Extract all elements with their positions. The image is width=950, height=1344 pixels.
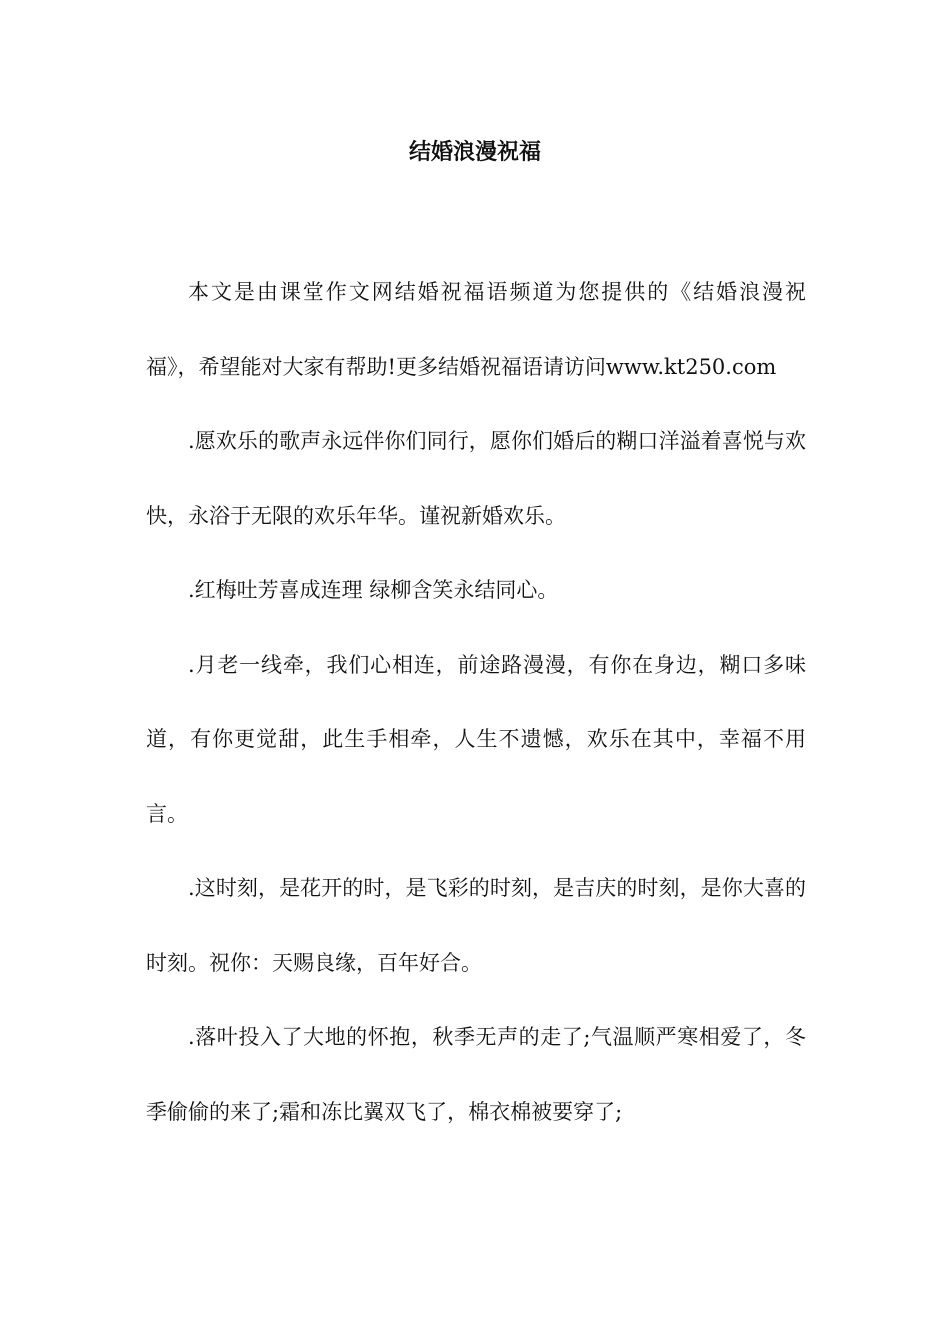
paragraph-blessing-3: .月老一线牵，我们心相连，前途路漫漫，有你在身边，糊口多味道，有你更觉甜，此生手相牵，人生不遗憾，欢乐在其中，幸福不用言。	[146, 652, 806, 826]
paragraph-blessing-1: .愿欢乐的歌声永远伴你们同行，愿你们婚后的糊口洋溢着喜悦与欢快，永浴于无限的欢乐年华。谨祝新婚欢乐。	[146, 429, 806, 528]
paragraph-blessing-2: .红梅吐芳喜成连理 绿柳含笑永结同心。	[188, 578, 559, 602]
document-title: 结婚浪漫祝福	[408, 139, 541, 165]
paragraph-intro: 本文是由课堂作文网结婚祝福语频道为您提供的《结婚浪漫祝福》，希望能对大家有帮助!更多结婚祝福语请访问www.kt250.com	[146, 280, 806, 379]
paragraph-blessing-4: .这时刻，是花开的时，是飞彩的时刻，是吉庆的时刻，是你大喜的时刻。祝你：天赐良缘，百年好合。	[146, 876, 806, 975]
document-body	[146, 255, 806, 1149]
paragraph-blessing-5: .落叶投入了大地的怀抱，秋季无声的走了;气温顺严寒相爱了，冬季偷偷的来了;霜和冻比翼双飞了，棉衣棉被要穿了;	[146, 1025, 806, 1124]
